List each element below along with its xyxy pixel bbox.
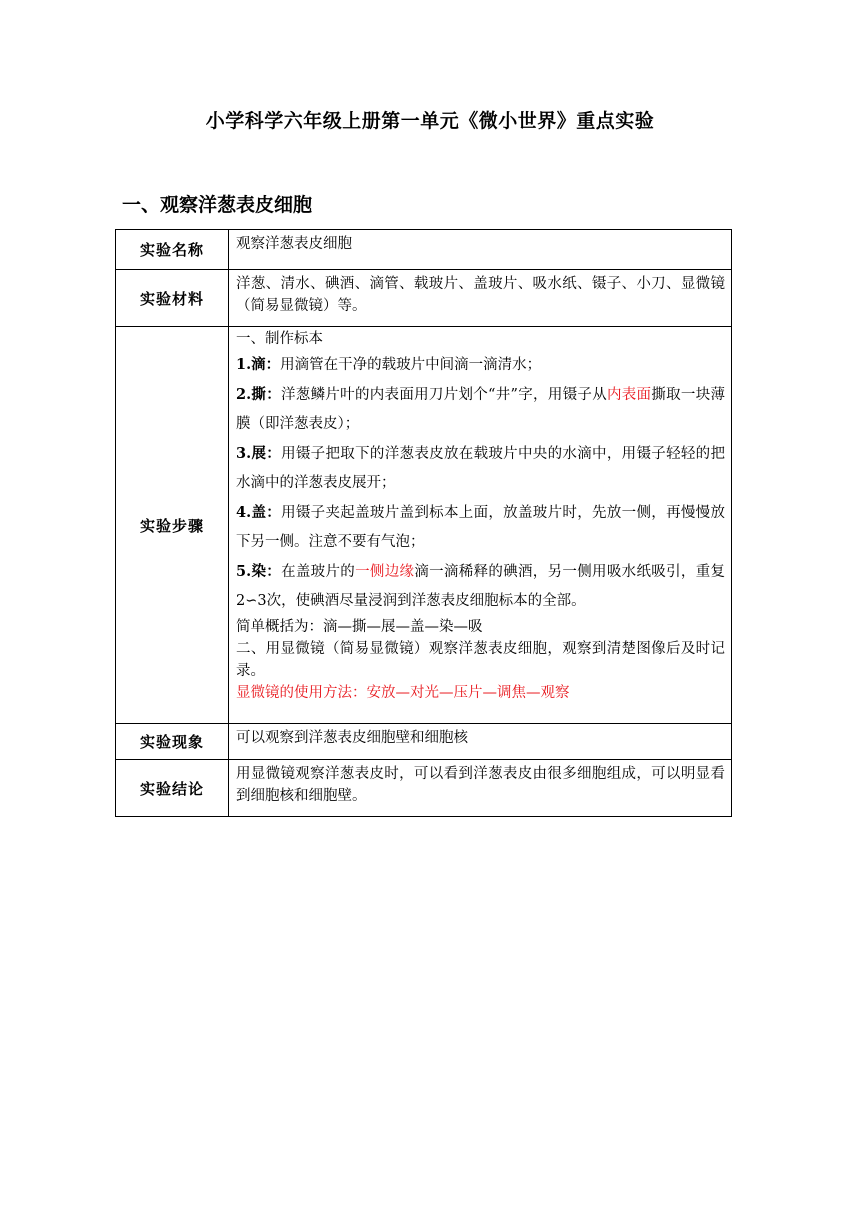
conclusion-value: 用显微镜观察洋葱表皮时，可以看到洋葱表皮由很多细胞组成，可以明显看到细胞核和细胞壁。 [229, 760, 732, 817]
part1-heading: 一、制作标本 [236, 331, 323, 347]
step-2-highlight: 内表面 [606, 387, 652, 403]
step-2-prefix: 2.撕： [236, 386, 282, 403]
experiment-table [115, 229, 732, 817]
step-2 [236, 380, 725, 439]
table-row [116, 327, 732, 724]
step-4-text: 用镊子夹起盖玻片盖到标本上面，放盖玻片时，先放一侧，再慢慢放下另一侧。注意不要有气泡； [236, 505, 725, 550]
step-5-prefix: 5.染： [236, 563, 282, 580]
step-3-text: 用镊子把取下的洋葱表皮放在载玻片中央的水滴中，用镊子轻轻的把水滴中的洋葱表皮展开； [236, 446, 725, 491]
materials-label: 实验材料 [116, 270, 229, 327]
conclusion-label: 实验结论 [116, 760, 229, 817]
step-5-text-a: 在盖玻片的 [281, 564, 356, 580]
step-2-text-b: 撕取一块薄膜（即洋葱表皮）； [236, 387, 726, 432]
experiment-name-label: 实验名称 [116, 230, 229, 270]
step-3 [236, 439, 725, 498]
document-title: 小学科学六年级上册第一单元《微小世界》重点实验 [205, 110, 655, 132]
step-1 [236, 350, 725, 380]
step-4-prefix: 4.盖： [236, 504, 282, 521]
section-heading: 一、观察洋葱表皮细胞 [122, 194, 313, 216]
table-row [116, 724, 732, 760]
steps-content [229, 327, 732, 724]
phenomenon-value: 可以观察到洋葱表皮细胞壁和细胞核 [229, 724, 732, 760]
phenomenon-label: 实验现象 [116, 724, 229, 760]
experiment-name-value: 观察洋葱表皮细胞 [229, 230, 732, 270]
step-5-text-b: 滴一滴稀释的碘酒，另一侧用吸水纸吸引，重复2∽3次，使碘酒尽量浸润到洋葱表皮细胞标本的全部。 [236, 564, 726, 609]
table-row [116, 760, 732, 817]
step-1-prefix: 1.滴： [236, 356, 281, 373]
step-5 [236, 557, 725, 616]
step-2-text-a: 洋葱鳞片叶的内表面用刀片划个“井”字，用镊子从 [281, 387, 607, 403]
materials-value: 洋葱、清水、碘酒、滴管、载玻片、盖玻片、吸水纸、镊子、小刀、显微镜（简易显微镜）等。 [229, 270, 732, 327]
microscope-usage: 显微镜的使用方法：安放—对光—压片—调焦—观察 [236, 685, 570, 701]
steps-label: 实验步骤 [116, 327, 229, 724]
table-row [116, 270, 732, 327]
table-row [116, 230, 732, 270]
part2-text: 二、用显微镜（简易显微镜）观察洋葱表皮细胞，观察到清楚图像后及时记录。 [236, 641, 725, 679]
step-3-prefix: 3.展： [236, 445, 282, 462]
step-4 [236, 498, 725, 557]
step-1-text: 用滴管在干净的载玻片中间滴一滴清水； [280, 357, 542, 373]
steps-summary: 简单概括为：滴—撕—展—盖—染—吸 [236, 619, 483, 635]
step-5-highlight: 一侧边缘 [355, 564, 415, 580]
